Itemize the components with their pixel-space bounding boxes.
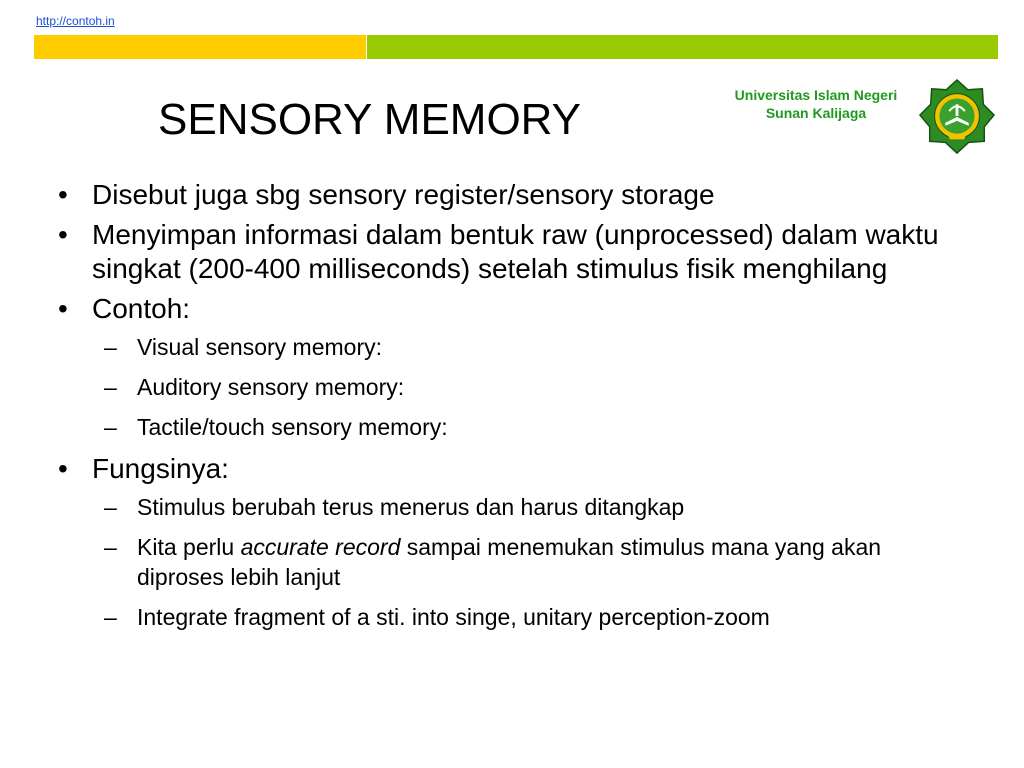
sub-bullet-list	[104, 332, 958, 442]
bullet-item: • Menyimpan informasi dalam bentuk raw (unprocessed) dalam waktu singkat (200-400 milliseconds) setelah stimulus fisik menghilang	[58, 218, 958, 286]
sub-bullet-emphasis: accurate record	[240, 534, 401, 560]
sub-bullet-text: Kita perlu	[137, 534, 241, 560]
slide-title: SENSORY MEMORY	[158, 95, 582, 144]
source-link[interactable]: http://contoh.in	[36, 14, 115, 28]
institution-name-line2: Sunan Kalijaga	[765, 105, 867, 121]
university-seal-icon	[918, 78, 996, 156]
sub-bullet-item: – Auditory sensory memory:	[104, 372, 958, 402]
institution-name	[716, 86, 916, 122]
sub-bullet-item: – Visual sensory memory:	[104, 332, 958, 362]
bullet-item: • Contoh:	[58, 292, 958, 326]
bullet-item: • Fungsinya:	[58, 452, 958, 486]
institution-name-line1: Universitas Islam Negeri	[734, 87, 898, 103]
header-bar-green	[367, 35, 998, 59]
sub-bullet-item	[104, 532, 958, 592]
sub-bullet-item: – Tactile/touch sensory memory:	[104, 412, 958, 442]
header-color-bar	[34, 35, 998, 59]
sub-bullet-item: – Integrate fragment of a sti. into singe, unitary perception-zoom	[104, 602, 958, 632]
sub-bullet-item: – Stimulus berubah terus menerus dan harus ditangkap	[104, 492, 958, 522]
sub-bullet-text: sampai menemukan stimulus mana yang akan diproses lebih lanjut	[137, 534, 882, 590]
slide-content	[58, 178, 958, 642]
bullet-item: • Disebut juga sbg sensory register/sensory storage	[58, 178, 958, 212]
header-bar-yellow	[34, 35, 366, 59]
sub-bullet-list	[104, 492, 958, 632]
